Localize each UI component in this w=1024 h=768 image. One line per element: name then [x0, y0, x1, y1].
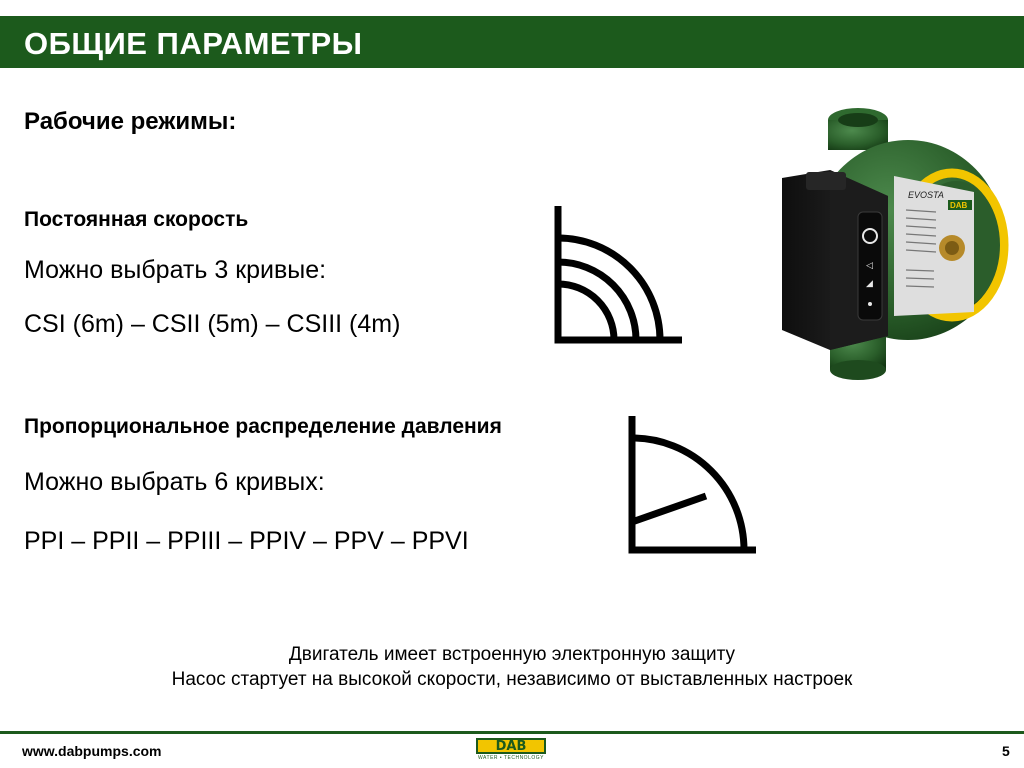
proportional-curves: PPI – PPII – PPIII – PPIV – PPV – PPVI	[24, 527, 469, 555]
constant-speed-curves-icon	[548, 200, 688, 348]
dab-logo-tagline: WATER • TECHNOLOGY	[478, 755, 544, 761]
note-startup: Насос стартует на высокой скорости, независимо от выставленных настроек	[171, 669, 853, 690]
title-bar	[0, 16, 1024, 68]
note-protection: Двигатель имеет встроенную электронную защиту	[288, 644, 736, 665]
page-title: ОБЩИЕ ПАРАМЕТРЫ	[24, 26, 363, 61]
dab-logo	[476, 738, 546, 762]
page-number: 5	[1002, 743, 1010, 759]
section-heading: Рабочие режимы:	[24, 108, 237, 135]
pump-model-label: EVOSTA	[908, 190, 944, 200]
proportional-title: Пропорциональное распределение давления	[24, 415, 502, 438]
proportional-pressure-icon	[622, 410, 762, 558]
footer-url-link[interactable]: www.dabpumps.com	[22, 743, 162, 759]
proportional-choice: Можно выбрать 6 кривых:	[24, 468, 325, 496]
dab-logo-text: DAB	[476, 738, 546, 754]
svg-text:◢: ◢	[866, 279, 873, 289]
footer-divider	[0, 731, 1024, 734]
constant-speed-choice: Можно выбрать 3 кривые:	[24, 256, 327, 284]
pump-brand-label: DAB	[950, 201, 968, 210]
constant-speed-curves: CSI (6m) – CSII (5m) – CSIII (4m)	[24, 310, 401, 338]
svg-text:◁: ◁	[866, 261, 873, 271]
pump-image	[776, 100, 1012, 382]
constant-speed-title: Постоянная скорость	[24, 208, 249, 231]
